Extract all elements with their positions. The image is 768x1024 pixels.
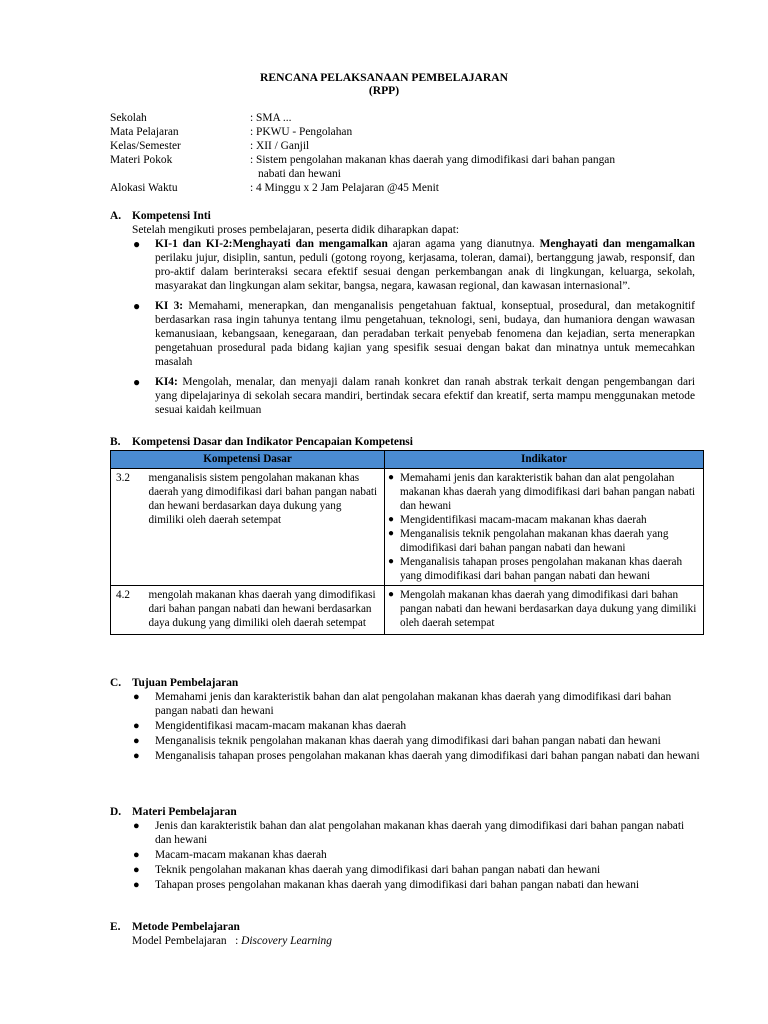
section-a-intro: Setelah mengikuti proses pembelajaran, peserta didik diharapkan dapat: [132, 224, 460, 236]
identity-row-school [110, 111, 700, 125]
indicator-text: Mengolah makanan khas daerah yang dimodifikasi dari bahan pangan nabati dan hewani berdasarkan daya dukung yang dimiliki oleh daerah setempat [400, 589, 697, 629]
section-title: Kompetensi Dasar dan Indikator Pencapaian Kompetensi [132, 436, 413, 448]
identity-value: : PKWU - Pengolahan [250, 126, 353, 138]
bullet-icon: ● [133, 750, 140, 762]
section-c-heading [110, 676, 238, 690]
section-letter: E. [110, 921, 121, 933]
learning-model-line [132, 934, 700, 948]
list-item [385, 588, 699, 630]
identity-row-material [110, 153, 700, 167]
bullet-icon: ● [133, 237, 141, 251]
identity-label: Kelas/Semester [110, 140, 181, 152]
list-item [132, 237, 695, 293]
identity-row-class [110, 139, 700, 153]
bullet-icon: ● [133, 849, 140, 861]
bullet-icon: ● [133, 879, 140, 891]
section-title: Kompetensi Inti [132, 210, 211, 222]
column-header: Indikator [385, 451, 704, 469]
material-text: Jenis dan karakteristik bahan dan alat pengolahan makanan khas daerah yang dimodifikasi dari bahan pangan nabati dan hewani [155, 820, 685, 846]
list-item [132, 848, 702, 862]
bullet-icon: ● [388, 472, 395, 483]
list-item [132, 299, 695, 369]
identity-label: Mata Pelajaran [110, 126, 179, 138]
identity-value: : 4 Minggu x 2 Jam Pelajaran @45 Menit [250, 182, 439, 194]
kd-number: 3.2 [111, 469, 149, 586]
list-item [385, 471, 699, 513]
kd-description: menganalisis sistem pengolahan makanan khas daerah yang dimodifikasi dari bahan pangan nabati dan hewani berdasarkan daya dukung yang dimiliki oleh daerah setempat [149, 469, 385, 586]
identity-value: : Sistem pengolahan makanan khas daerah yang dimodifikasi dari bahan pangan [250, 154, 616, 166]
section-title: Tujuan Pembelajaran [132, 677, 239, 689]
list-item [132, 878, 702, 892]
section-letter: A. [110, 210, 122, 222]
identity-value-continued: nabati dan hewani [258, 168, 341, 180]
section-b-heading [110, 435, 413, 449]
ki-text: Memahami, menerapkan, dan menganalisis pengetahuan faktual, konseptual, prosedural, dan metakognitif berdasarkan rasa ingin tahunya tentang ilmu pengetahuan, teknologi, seni, budaya, dan humaniora dengan wawasan kemanusiaan, kebangsaan, kenegaraan, dan peradaban terkait penyebab fenomena dan kejadian, serta menerapkan pengetahuan prosedural pada bidang kajian yang spesifik sesuai dengan bakat dan minatnya untuk memecahkan masalah [155, 300, 695, 368]
list-item [132, 749, 702, 763]
material-text: Teknik pengolahan makanan khas daerah yang dimodifikasi dari bahan pangan nabati dan hewani [155, 864, 601, 876]
identity-label: Alokasi Waktu [110, 182, 178, 194]
bullet-icon: ● [388, 514, 395, 525]
bullet-icon: ● [133, 735, 140, 747]
learning-model-label: Model Pembelajaran : [132, 935, 242, 947]
indicator-cell [385, 469, 704, 586]
objective-text: Memahami jenis dan karakteristik bahan dan alat pengolahan makanan khas daerah yang dimodifikasi dari bahan pangan nabati dan hewani [155, 691, 672, 717]
section-d-heading [110, 805, 237, 819]
identity-value: : SMA ... [250, 112, 292, 124]
bullet-icon: ● [388, 589, 395, 600]
indicator-text: Menganalisis tahapan proses pengolahan makanan khas daerah yang dimodifikasi dari bahan pangan nabati dan hewani [400, 556, 683, 582]
bullet-icon: ● [133, 720, 140, 732]
identity-row-material-cont [110, 167, 700, 181]
objective-text: Menganalisis tahapan proses pengolahan makanan khas daerah yang dimodifikasi dari bahan pangan nabati dan hewani [155, 750, 700, 762]
section-title: Metode Pembelajaran [132, 921, 240, 933]
document-subtitle: (RPP) [368, 84, 400, 97]
indicator-text: Memahami jenis dan karakteristik bahan dan alat pengolahan makanan khas daerah yang dimodifikasi dari bahan pangan nabati dan hewani [400, 472, 696, 512]
list-item [132, 819, 702, 847]
material-text: Macam-macam makanan khas daerah [155, 849, 327, 861]
section-title: Materi Pembelajaran [132, 806, 237, 818]
bullet-icon: ● [388, 528, 395, 539]
learning-material-list [132, 819, 702, 893]
list-item [132, 719, 702, 733]
ki-text: ajaran agama yang dianutnya. [387, 238, 540, 250]
section-letter: C. [110, 677, 122, 689]
ki-label: KI 3: [155, 300, 184, 312]
indicator-cell [385, 586, 704, 635]
table-header-row [111, 451, 704, 469]
identity-row-subject [110, 125, 700, 139]
list-item [132, 690, 702, 718]
document-title: RENCANA PELAKSANAAN PEMBELAJARAN [260, 71, 508, 84]
identity-row-time [110, 181, 700, 195]
section-letter: D. [110, 806, 122, 818]
table-row [111, 469, 704, 586]
section-e-heading [110, 920, 240, 934]
section-a-heading [110, 209, 211, 223]
list-item [385, 513, 699, 527]
table-row [111, 586, 704, 635]
list-item [132, 375, 695, 417]
ki-label: KI4: [155, 376, 178, 388]
learning-objectives-list [132, 690, 702, 764]
bullet-icon: ● [133, 864, 140, 876]
list-item [132, 734, 702, 748]
bullet-icon: ● [133, 299, 141, 313]
ki-label: KI-1 dan KI-2:Menghayati dan mengamalkan [155, 238, 388, 250]
list-item [385, 555, 699, 583]
bullet-icon: ● [388, 556, 395, 567]
list-item [385, 527, 699, 555]
identity-label: Sekolah [110, 112, 147, 124]
identity-value: : XII / Ganjil [250, 140, 310, 152]
bullet-icon: ● [133, 691, 140, 703]
ki-text: perilaku jujur, disiplin, santun, peduli (gotong royong, kerjasama, toleran, damai), bertanggung jawab, responsif, dan pro-aktif dalam berinteraksi secara efektif sesuai dengan perkembangan anak di lingkungan, keluarga, sekolah, masyarakat dan lingkungan alam sekitar, bangsa, negara, kawasan regional, dan kawasan internasional”. [155, 252, 695, 292]
competency-table [110, 450, 704, 635]
material-text: Tahapan proses pengolahan makanan khas daerah yang dimodifikasi dari bahan pangan nabati dan hewani [155, 879, 640, 891]
indicator-text: Mengidentifikasi macam-macam makanan khas daerah [400, 514, 647, 526]
identity-label: Materi Pokok [110, 154, 173, 166]
list-item [132, 863, 702, 877]
ki-emphasis: Menghayati dan mengamalkan [539, 238, 695, 250]
learning-model-value: Discovery Learning [241, 935, 332, 947]
bullet-icon: ● [133, 375, 141, 389]
ki-text: Mengolah, menalar, dan menyaji dalam ranah konkret dan ranah abstrak terkait dengan pengembangan dari yang dipelajarinya di sekolah secara mandiri, bertindak secara efektif dan kreatif, serta mampu menggunakan metode sesuai kaidah keilmuan [155, 376, 695, 416]
objective-text: Mengidentifikasi macam-macam makanan khas daerah [155, 720, 407, 732]
kd-number: 4.2 [111, 586, 149, 635]
core-competency-list [132, 237, 695, 423]
kd-description: mengolah makanan khas daerah yang dimodifikasi dari bahan pangan nabati dan hewani berdasarkan daya dukung yang dimiliki oleh daerah setempat [149, 586, 385, 635]
column-header: Kompetensi Dasar [111, 451, 385, 469]
objective-text: Menganalisis teknik pengolahan makanan khas daerah yang dimodifikasi dari bahan pangan nabati dan hewani [155, 735, 661, 747]
bullet-icon: ● [133, 820, 140, 832]
indicator-text: Menganalisis teknik pengolahan makanan khas daerah yang dimodifikasi dari bahan pangan nabati dan hewani [400, 528, 669, 554]
section-letter: B. [110, 436, 121, 448]
